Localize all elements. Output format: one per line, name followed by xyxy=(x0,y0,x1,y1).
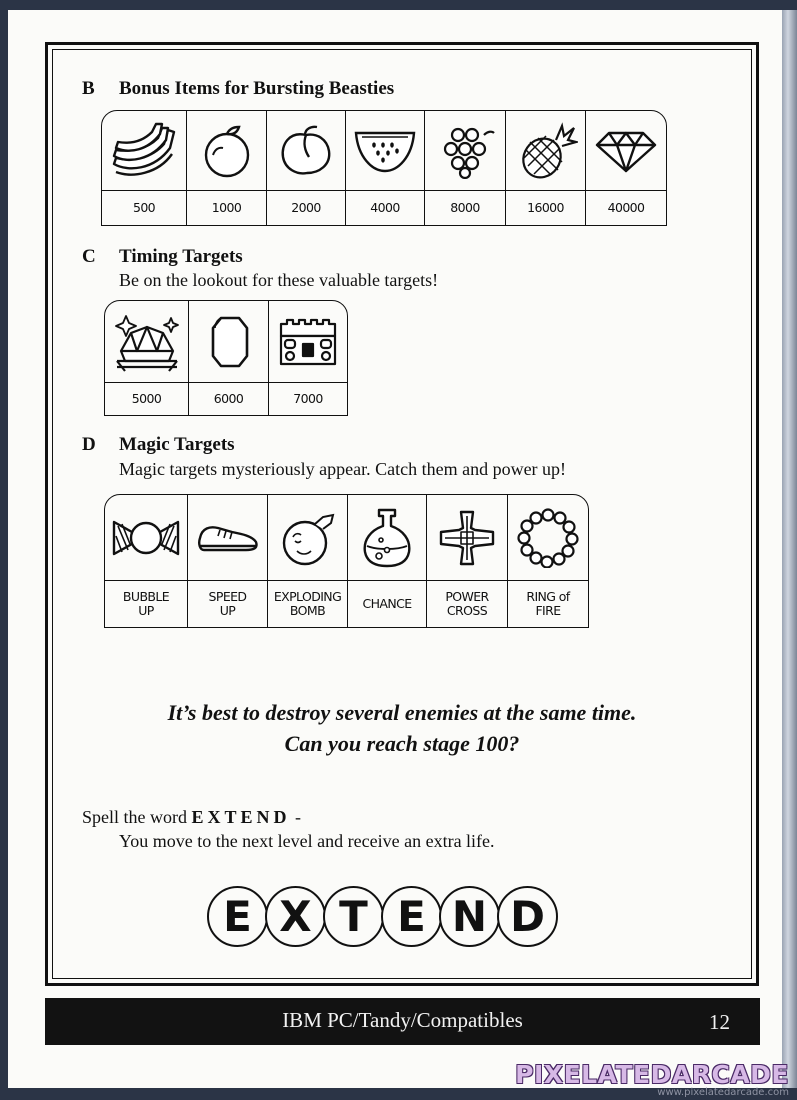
orange-icon xyxy=(187,111,266,191)
magic-label: EXPLODING BOMB xyxy=(273,589,342,618)
magic-item xyxy=(188,495,268,627)
magic-item xyxy=(268,495,348,627)
extend-description: You move to the next level and receive an extra life. xyxy=(119,831,495,851)
section-d-heading xyxy=(82,434,235,456)
bonus-item xyxy=(506,111,586,225)
extend-letter-n: N xyxy=(439,886,500,947)
extend-letter-x: X xyxy=(265,886,326,947)
bonus-value: 16000 xyxy=(527,200,564,215)
magic-label: CHANCE xyxy=(362,596,412,611)
bonus-value: 1000 xyxy=(211,200,242,215)
bonus-item xyxy=(102,111,187,225)
magic-label: RING of FIRE xyxy=(526,589,570,618)
magic-label: POWER CROSS xyxy=(445,589,489,618)
watermelon-icon xyxy=(346,111,424,191)
bonus-item xyxy=(586,111,666,225)
bonus-value: 40000 xyxy=(607,200,645,215)
extend-word: EXTEND xyxy=(191,807,291,827)
magic-item xyxy=(348,495,427,627)
bonus-value: 500 xyxy=(132,200,156,215)
extend-letter-e2: E xyxy=(381,886,442,947)
potion-icon xyxy=(348,495,426,581)
timing-value: 5000 xyxy=(131,391,162,406)
magic-label: SPEED UP xyxy=(208,589,247,618)
extend-bubbles xyxy=(207,886,555,947)
peach-icon xyxy=(267,111,345,191)
timing-item xyxy=(269,301,347,415)
magic-item xyxy=(427,495,508,627)
footer-bar xyxy=(45,998,760,1045)
bonus-value: 4000 xyxy=(370,200,400,215)
bonus-value: 2000 xyxy=(291,200,321,215)
section-c-heading xyxy=(82,246,243,268)
ring-icon xyxy=(508,495,588,581)
timing-value: 7000 xyxy=(293,391,323,406)
bonus-item xyxy=(267,111,346,225)
extend-dash: - xyxy=(295,807,302,827)
bonus-item xyxy=(346,111,425,225)
magic-item xyxy=(508,495,588,627)
crystal-crown-icon xyxy=(105,301,188,383)
timing-value: 6000 xyxy=(213,391,244,406)
extend-intro: Spell the word xyxy=(82,807,187,827)
section-d-title: Magic Targets xyxy=(119,434,235,455)
bananas-icon xyxy=(102,111,186,191)
tip-line-1: It’s best to destroy several enemies at the same time. xyxy=(167,700,637,725)
watermark-brand: PIXELATEDARCADE xyxy=(515,1060,789,1089)
magic-targets-table xyxy=(104,494,589,628)
castle-icon xyxy=(269,301,347,383)
magic-item xyxy=(105,495,188,627)
octagon-gem-icon xyxy=(189,301,268,383)
bonus-item xyxy=(425,111,506,225)
extend-letter-d: D xyxy=(497,886,558,947)
section-d-letter: D xyxy=(82,434,96,455)
extend-letter-e: E xyxy=(207,886,268,947)
footer-platform-title: IBM PC/Tandy/Compatibles xyxy=(282,1008,523,1032)
timing-item xyxy=(105,301,189,415)
extend-instruction xyxy=(82,807,301,828)
watermark-url: www.pixelatedarcade.com xyxy=(657,1087,789,1098)
section-d-subtitle: Magic targets mysteriously appear. Catch them and power up! xyxy=(119,459,567,479)
candy-icon xyxy=(105,495,187,581)
section-c-title: Timing Targets xyxy=(119,246,243,267)
grapes-icon xyxy=(425,111,505,191)
timing-item xyxy=(189,301,269,415)
section-b-heading xyxy=(82,78,394,100)
section-c-letter: C xyxy=(82,246,96,267)
shoe-icon xyxy=(188,495,267,581)
cross-icon xyxy=(427,495,507,581)
page-spine xyxy=(782,10,797,1088)
timing-targets-table xyxy=(104,300,348,416)
magic-label: BUBBLE UP xyxy=(122,589,170,618)
bomb-icon xyxy=(268,495,347,581)
bonus-items-table xyxy=(101,110,667,226)
bonus-item xyxy=(187,111,267,225)
tip-line-2: Can you reach stage 100? xyxy=(284,731,520,756)
section-b-letter: B xyxy=(82,78,95,99)
diamond-icon xyxy=(586,111,666,191)
page-number: 12 xyxy=(709,1010,730,1034)
pineapple-icon xyxy=(506,111,585,191)
section-b-title: Bonus Items for Bursting Beasties xyxy=(119,78,395,99)
bonus-value: 8000 xyxy=(450,200,480,215)
section-c-subtitle: Be on the lookout for these valuable targets! xyxy=(119,270,439,290)
watermark xyxy=(515,1062,789,1098)
extend-letter-t: T xyxy=(323,886,384,947)
